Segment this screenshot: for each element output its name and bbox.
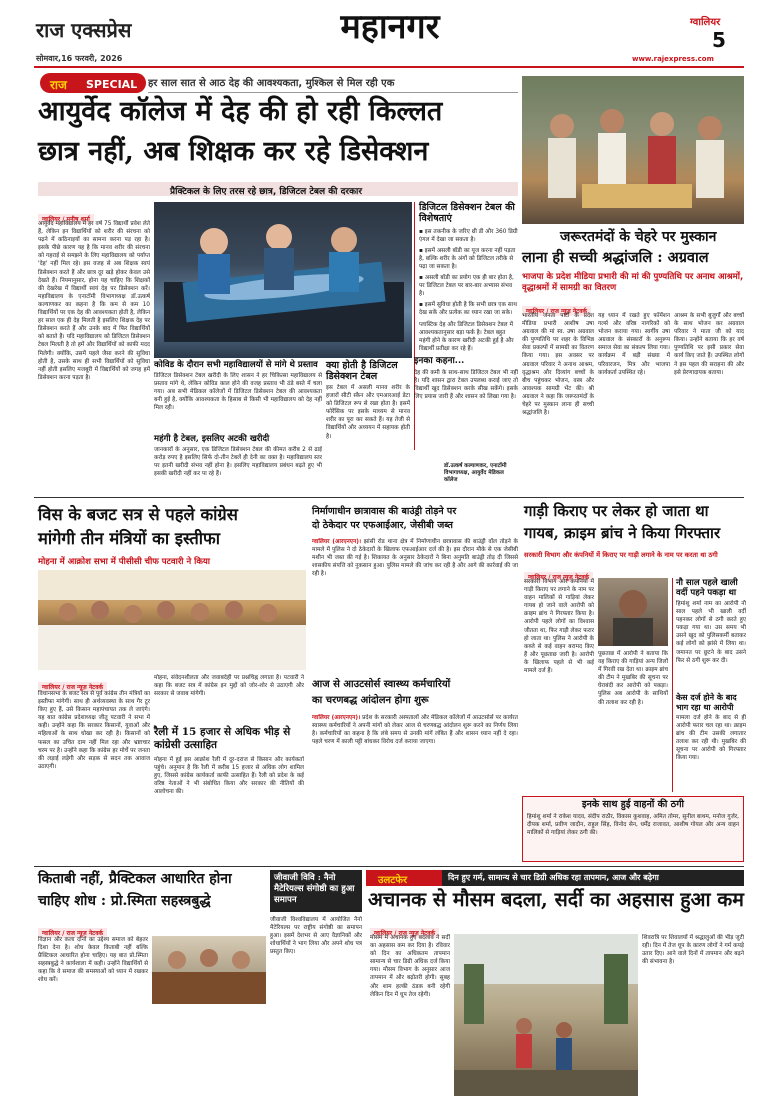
story6-headline-2: गायब, क्राइम ब्रांच ने किया गिरफ्तार [524, 524, 721, 542]
story6-subhead: सरकारी विभाग और कंपनियों में किराए पर गाड़ी लगाने के नाम पर करता था ठगी [524, 551, 718, 559]
feature-item: ▪ इस तकनीक के जरिए थ्री डी और 360 डिग्री एंगल में देखा जा सकता है। [419, 229, 518, 243]
quote-text: देह की कमी के साथ-साथ डिजिटल टेबल भी नहीं है। यदि शासन द्वारा टेबल उपलब्ध कराई जाए तो विद्यार्थी खुद डिसेक्शन करके सीख सकेंगे। इसके लिए प्रयास जारी हैं और शासन को लिखा गया है। [414, 370, 518, 401]
quote-author: डॉ.उत्कर्ष कल्याणकर, एनाटॉमी विभागाध्यक्ष, आयुर्वेद मेडिकल कॉलेज [444, 463, 507, 483]
story3-subhead: मोहना में आक्रोश सभा में पीसीसी चीफ पटवारी ने किया [38, 557, 211, 567]
story2-headline-1: जरूरतमंदों के चेहरे पर मुस्कान [560, 229, 717, 245]
charity-illustration [522, 76, 744, 224]
newspaper-name: राज एक्सप्रेस [36, 18, 132, 42]
story3-body-col1: विधानसभा के बजट सत्र से पूर्व कांग्रेस तीन मंत्रियों का इस्तीफा मांगेगी। साथ ही अर्थव्यवस्था के साथ गैर टूर किए हुए हैं, उसे किसान महापंचायत तक ले जाएंगे। यह बात कांग्रेस प्रदेशाध्यक्ष जीतू पटवारी ने सभा में कही। उन्होंने कहा कि सरकार किसानों, युवाओं और महिलाओं के साथ धोखा कर रही है। किसानों को फसल का उचित दाम नहीं मिल रहा और भ्रष्टाचार चरम पर है। उन्होंने कहा कि कांग्रेस हर मोर्चे पर जनता की लड़ाई लड़ेगी और सड़क से सदन तक आवाज उठाएगी। [38, 691, 150, 770]
story6-body-col1: सरकारी विभाग और कंपनियों में गाड़ी किराए पर लगाने के नाम पर वाहन मालिकों से गाड़ियां लेकर गायब हो जाने वाले आरोपी को क्राइम ब्रांच ने गिरफ्तार किया है। आरोपी पहले लोगों का विश्वास जीतता था, फिर गाड़ी लेकर फरार हो जाता था। पुलिस ने आरोपी के कब्जे से कई वाहन बरामद किए हैं और पूछताछ जारी है। आरोपी के खिलाफ पहले से भी कई मामले दर्ज हैं। [524, 579, 594, 675]
table-cost-block [154, 434, 322, 492]
story4-headline-1: निर्माणाधीन छात्रावास की बाउंड्री तोड़ने पर [312, 506, 457, 517]
feature-item: ▪ इसमें असली बॉडी का यूज करना नहीं पड़ता है, बल्कि शरीर के अंगों को डिजिटल तरीके से पढ़ा जा सकता है। [419, 248, 516, 270]
story5-headline-2: का चरणबद्ध आंदोलन होगा शुरू [312, 695, 429, 706]
table-cost-heading: महंगी है टेबल, इसलिए अटकी खरीदी [154, 434, 270, 444]
weather-kicker: दिन हुए गर्म, सामान्य से चार डिग्री अधिक रहा तापमान, आज और बढ़ेगा [448, 873, 659, 882]
story2-body-col3: आश्रम के सभी बुजुर्गों और बच्चों के साथ भोजन कर अग्रवाल परिवार ने माता जी को याद किया। उन्होंने बताया कि हर वर्ष पुण्यतिथि पर इसी प्रकार सेवा कार्य किए जाते हैं। उपस्थित लोगों ने इस पहल की सराहना की और इसे प्रेरणादायक बताया। [674, 313, 744, 376]
accused-photo [598, 578, 668, 646]
section-title: महानगर [340, 7, 440, 47]
features-box-title: डिजिटल डिसेक्शन टेबल की विशेषताएं [419, 202, 515, 224]
story4-headline-2: दो ठेकेदार पर एफआईआर, जेसीबी जब्त [312, 520, 453, 531]
story6-headline-1: गाड़ी किराए पर लेकर हो जाता था [524, 502, 709, 520]
accused-silhouette [598, 578, 668, 646]
what-is-table-text: इस टेबल में असली मानव शरीर के हजारों सीटी स्कैन और एमआरआई डेटा को डिजिटल रूप से रखा होता है। इसमें फोरेंसिक पर इसके माध्यम से मानव शरीर का पूरा कर सकते हैं। यह तेजी से विद्यार्थियों और अध्ययन में सहायक होती है। [326, 385, 410, 440]
masthead [0, 0, 778, 70]
story9-body-col1: मौसम में अचानक हुए बदलाव ने सर्दी का अहसास कम कर दिया है। रविवार को दिन का अधिकतम तापमान सामान्य से चार डिग्री अधिक दर्ज किया गया। मौसम विभाग के अनुसार आज तापमान में और बढ़ोतरी होगी। सुबह और शाम हल्की ठंडक बनी रहेगी लेकिन दिन में धूप तेज रहेगी। [370, 935, 450, 998]
story3-byline-text: ग्वालियर / राज न्यूज़ नेटवर्क [38, 682, 107, 692]
what-is-table-block [326, 360, 410, 492]
story7-byline-text: ग्वालियर / राज न्यूज़ नेटवर्क [38, 928, 107, 938]
absconding-heading: केस दर्ज होने के बाद भाग रहा था आरोपी [676, 692, 737, 712]
story9-headline: अचानक से मौसम बदला, सर्दी का अहसास हुआ कम [368, 888, 744, 911]
website-url: www.rajexpress.com [632, 55, 714, 63]
congress-rally-photo [38, 570, 306, 670]
quote-block [414, 355, 518, 493]
story2-headline-2: लाना ही सच्ची श्रद्धांजलि : अग्रवाल [522, 249, 709, 266]
story8-body: जीवाजी विश्वविद्यालय में आयोजित नैनो मैटेरियल्स पर राष्ट्रीय संगोष्ठी का समापन हुआ। इसमें देशभर से आए वैज्ञानिकों और शोधार्थियों ने भाग लिया और अपने शोध पत्र प्रस्तुत किए। [270, 917, 362, 956]
seminar-illustration [152, 936, 266, 1004]
story1-subhead: प्रैक्टिकल के लिए तरस रहे छात्र, डिजिटल टेबल की दरकार [170, 187, 363, 197]
story1-headline-1: आयुर्वेद कॉलेज में देह की हो रही किल्लत [38, 96, 443, 127]
story3-headline-2: मांगेगी तीन मंत्रियों का इस्तीफा [38, 529, 221, 548]
features-box-note: प्लास्टिक देह और डिजिटल डिसेक्शन टेबल में आवश्यकतानुसार बड़ा फर्क है। टेबल बहुत महंगी होने के कारण खरीदी अटकी हुई है और विद्यार्थी प्रतीक्षा कर रहे हैं। [419, 322, 514, 352]
story2-body-col2: यह ध्यान में रखते हुए फॉर्मेशन गर्ल्स और वरिष्ठ नागरिकों को भोजन कराया गया। स्वर्गीय उषा अग्रवाल के संस्कारों के अनुरूप समाज सेवा का संकल्प लिया गया। कार्यक्रम में बड़ी संख्या में परिवारजन, मित्र और भाजपा कार्यकर्ता उपस्थित रहे। [598, 313, 670, 376]
story7-body-col1: विज्ञान और कला दोनों का उद्देश्य समाज को बेहतर दिशा देना है। शोध केवल किताबी नहीं बल्कि प्रैक्टिकल आधारित होना चाहिए। यह बात प्रो.स्मिता सहस्त्रबुद्धे ने कार्यशाला में कही। उन्होंने विद्यार्थियों से कहा कि वे समाज की समस्याओं को ध्यान में रखकर शोध करें। [38, 937, 148, 984]
victims-box-text: हिमांशु शर्मा ने राकेश यादव, संदीप राठौर, विकास कुशवाह, अमित तोमर, सुनील बाथम, मनोज गुर्जर, दीपक शर्मा, प्रवीण जादौन, राहुल सिंह, विनोद सेन, धर्मेंद्र राजावत, आशीष गोयल और अन्य वाहन मालिकों से गाड़ियां लेकर ठगी की। [527, 814, 739, 837]
story1-byline-text: ग्वालियर / मनीष शर्मा [38, 214, 94, 224]
past-arrest-text: हिमांशु शर्मा नाम का आरोपी नौ साल पहले भी खाली वर्दी पहनकर लोगों से ठगी करते हुए पकड़ा गया था। उस समय भी उसने खुद को पुलिसकर्मी बताकर कई लोगों को झांसे में लिया था। जमानत पर छूटने के बाद उसने फिर से ठगी शुरू कर दी। [676, 601, 746, 664]
story3-body-col2: मोहना, संवेदनशीलता और जवाबदेही पर प्रश्नचिह्न लगाता है। पटवारी ने कहा कि बजट सत्र में कांग्रेस इन मुद्दों को जोर-शोर से उठाएगी और सरकार से जवाब मांगेगी। [154, 675, 304, 698]
story4-body [312, 538, 518, 678]
feature-item-text: इसमें असली बॉडी का यूज करना नहीं पड़ता है, बल्कि शरीर के अंगों को डिजिटल तरीके से पढ़ा जा सकता है। [419, 248, 516, 270]
feature-item: ▪ असली बॉडी का प्रयोग एक ही बार होता है, पर डिजिटल टेबल पर बार-बार अभ्यास संभव है। [419, 275, 514, 297]
story5-dateline: ग्वालियर (आरएनएन)। [312, 715, 361, 721]
edition-date: सोमवार,16 फरवरी, 2026 [36, 54, 123, 63]
feature-item: ▪ इसमें सुविधा होती है कि सभी छात्र एक साथ देख सकें और प्रत्येक का ध्यान रखा जा सके। [419, 302, 517, 316]
story4-dateline: ग्वालियर (आरएनएन)। [312, 539, 362, 545]
victims-box [522, 796, 744, 862]
special-tag-raj: राज [50, 78, 67, 92]
covid-proposal-heading: कोविड के दौरान सभी महाविद्यालयों से मांगे थे प्रस्ताव [154, 360, 318, 370]
story7-headline-2: चाहिए शोध : प्रो.स्मिता सहस्त्रबुद्धे [38, 893, 211, 909]
what-is-table-heading: क्या होती है डिजिटल डिसेक्शन टेबल [326, 360, 398, 382]
story5-body [312, 714, 518, 860]
story1-body-col1: आयुर्वेद महाविद्यालय में हर वर्ष 75 विद्यार्थी प्रवेश लेते हैं, लेकिन इन विद्यार्थियों को शरीर की संरचना को पढ़ने में कठिनाइयों का सामना करना पड़ रहा है। इसके पीछे कारण यह है कि मानव शरीर की संरचना को गहराई से समझने के लिए महाविद्यालय को पर्याप्त 'देह' नहीं मिल रहे। इस वजह से अब शिक्षक स्वयं डिसेक्शन करते हैं और छात्र दूर खड़े होकर केवल उसे देखते हैं। नियमानुसार, होना यह चाहिए कि शिक्षकों की देखरेख में विद्यार्थी स्वयं देह पर डिसेक्शन करें। महाविद्यालय के एनाटॉमी विभागाध्यक्ष डॉ.उत्कर्ष कल्याणकर का कहना है कि कम से कम 10 विद्यार्थियों पर एक देह की आवश्यकता होती है, लेकिन हर साल एक ही देह मिलती है इसलिए शिक्षक देह पर डिसेक्शन करते हैं और उनके बाद में फिर विद्यार्थियों को बताते हैं। यदि महाविद्यालय को डिजिटल डिसेक्शन टेबल मिलती है तो हमें और विद्यार्थियों को काफी मदद मिलेगी। क्योंकि, उसमें पहले जैसा करने की सुविधा होती है, उसके साथ ही सभी विद्यार्थियों को सुविधा नहीं होती इसलिए मजबूरी में विद्यार्थियों को जगह हमें डिसेक्शन करना पड़ता है। [38, 221, 150, 381]
victims-box-heading: इनके साथ हुई वाहनों की ठगी [581, 799, 685, 810]
weather-illustration [454, 934, 638, 1096]
jiwaji-box-title: जीवाजी विवि : नैनो मैटेरियल्स संगोष्ठी का हुआ समापन [274, 873, 355, 905]
rally-crowd-text: मोहना में हुई इस आक्रोश रैली में दूर-दराज से किसान और कार्यकर्ता पहुंचे। अनुमान है कि रैली में करीब 15 हजार से अधिक लोग शामिल हुए, जिससे कांग्रेस कार्यकर्ता काफी उत्साहित हैं। रैली को प्रदेश के कई वरिष्ठ नेताओं ने भी संबोधित किया और सरकार की नीतियों की आलोचना की। [154, 757, 304, 796]
story9-body-col2: शिवरात्रि पर शिवालयों में श्रद्धालुओं की भीड़ जुटी रही। दिन में तेज धूप के कारण लोगों ने गर्म कपड़े उतार दिए। आने वाले दिनों में तापमान और बढ़ने की संभावना है। [642, 935, 744, 966]
absconding-text: मामला दर्ज होने के बाद से ही आरोपी फरार चल रहा था। क्राइम ब्रांच की टीम उसकी लगातार तलाश कर रही थी। मुखबिर की सूचना पर आरोपी को गिरफ्तार किया गया। [676, 715, 746, 762]
header-rule [34, 66, 744, 68]
jiwaji-box [270, 870, 362, 912]
dissection-illustration [154, 202, 412, 358]
rally-crowd-heading: रैली में 15 हजार से अधिक भीड़ से कांग्रेसी उत्साहित [154, 726, 291, 751]
story1-kicker: हर साल सात से आठ देह की आवश्यकता, मुश्किल से मिल रही एक [148, 75, 518, 93]
story9-byline-text: ग्वालियर / राज न्यूज़ नेटवर्क [370, 928, 439, 938]
lower-divider [34, 866, 744, 867]
weather-photo [454, 934, 638, 1096]
quote-heading: इनका कहना... [414, 356, 465, 366]
past-arrest-box [672, 578, 746, 792]
covid-proposal-text: डिजिटल डिसेक्शन टेबल खरीदी के लिए शासन ने हर चिकित्सा महाविद्यालय से प्रस्ताव मांगे थे, लेकिन कोविड काल होने की वजह प्रस्ताव भी ठंडे बस्ते में चला गया। अब सभी मेडिकल कॉलेजों में डिजिटल डिसेक्शन टेबल की आवश्यकता बनी हुई है, क्योंकि आवश्यकता के हिसाब से किसी भी महाविद्यालय को देह नहीं मिल रही। [154, 373, 322, 412]
charity-photo [522, 76, 744, 224]
story2-subhead: भाजपा के प्रदेश मीडिया प्रभारी की मां की पुण्यतिथि पर अनाथ आश्रमों, वृद्धाश्रमों में सामग्री का वितरण [522, 272, 744, 293]
story2-body-col1: भारतीय जनता पार्टी के प्रदेश मीडिया प्रभारी आशीष उषा अग्रवाल की मां स्व. उषा अग्रवाल की पुण्यतिथि पर शहर के विभिन्न सेवा प्रकल्पों में सामग्री का वितरण किया गया। इस अवसर पर अग्रवाल परिवार ने अनाथ आश्रम, वृद्धाश्रम और दिव्यांग बच्चों के बीच पहुंचकर भोजन, वस्त्र और आवश्यक सामग्री भेंट की। श्री अग्रवाल ने कहा कि जरूरतमंदों के चेहरे पर मुस्कान लाना ही सच्ची श्रद्धांजलि है। [522, 313, 594, 417]
story5-text: प्रदेश के सरकारी अस्पतालों और मेडिकल कॉलेजों में आउटसोर्स पर कार्यरत स्वास्थ्य कर्मचारियों ने अपनी मांगों को लेकर आज से चरणबद्ध आंदोलन शुरू करने का निर्णय लिया है। कर्मचारियों का कहना है कि लंबे समय से उनकी मांगें लंबित हैं और शासन ध्यान नहीं दे रहा। पहले चरण में काली पट्टी बांधकर विरोध दर्ज कराया जाएगा। [312, 715, 518, 746]
story3-headline-1: विस के बजट सत्र से पहले कांग्रेस [38, 505, 238, 524]
story6-byline-text: ग्वालियर / राज न्यूज़ नेटवर्क [524, 572, 593, 582]
story6-body-col2: पूछताछ में आरोपी ने बताया कि वह किराए की गाड़ियां अन्य जिलों में गिरवी रख देता था। क्राइम ब्रांच की टीम ने मुखबिर की सूचना पर घेराबंदी कर आरोपी को पकड़ा। पुलिस अब आरोपी के साथियों की तलाश कर रही है। [598, 651, 668, 706]
covid-proposal-block [154, 360, 322, 440]
page-number: 5 [712, 28, 726, 52]
story7-headline-1: किताबी नहीं, प्रैक्टिकल आधारित होना [38, 871, 232, 887]
story2-byline-text: ग्वालियर / राज न्यूज़ नेटवर्क [522, 306, 591, 316]
weather-tag-text: उलटफेर [378, 875, 408, 886]
story4-text: झांसी रोड थाना क्षेत्र में निर्माणाधीन छात्रावास की बाउंड्री वॉल तोड़ने के मामले में पुलिस ने दो ठेकेदारों के खिलाफ एफआईआर दर्ज की है। इस दौरान मौके से एक जेसीबी मशीन भी जब्त की गई है। शिकायत के अनुसार ठेकेदारों ने बिना अनुमति बाउंड्री तोड़ दी जिससे शासकीय संपत्ति को नुकसान हुआ। पुलिस मामले की जांच कर रही है और आगे की कार्रवाई की जा रही है। [312, 539, 518, 578]
story1-headline-2: छात्र नहीं, अब शिक्षक कर रहे डिसेक्शन [38, 136, 429, 167]
special-tag-label: SPECIAL [86, 78, 138, 91]
table-cost-text: जानकारों के अनुसार, एक डिजिटल डिसेक्शन टेबल की कीमत करीब 2 से ढाई करोड़ रुपए है इसलिए सिर्फ दो-तीन टेबलें ही देनी का वक्त है। महाविद्यालय स्तर पर इतनी खरीदी संभव नहीं होना है। इसलिए महाविद्यालय प्रबंधन बढ़ते हुए भी इसकी खरीदी नहीं कर पा रहे हैं। [154, 447, 322, 478]
story5-headline-1: आज से आउटसोर्स स्वास्थ्य कर्मचारियों [312, 679, 451, 690]
seminar-photo [152, 936, 266, 1004]
feature-item-text: इसमें सुविधा होती है कि सभी छात्र एक साथ देख सकें और प्रत्येक का ध्यान रखा जा सके। [419, 302, 517, 316]
mid-divider [34, 497, 744, 498]
rally-illustration [38, 570, 306, 670]
feature-item-text: इस तकनीक के जरिए थ्री डी और 360 डिग्री एंगल में देखा जा सकता है। [419, 229, 518, 243]
city-label: ग्वालियर [690, 17, 721, 28]
dissection-photo [154, 202, 412, 358]
past-arrest-heading: नौ साल पहले खाली वर्दी पहने पकड़ा था [676, 578, 738, 598]
feature-item-text: असली बॉडी का प्रयोग एक ही बार होता है, पर डिजिटल टेबल पर बार-बार अभ्यास संभव है। [419, 275, 514, 297]
